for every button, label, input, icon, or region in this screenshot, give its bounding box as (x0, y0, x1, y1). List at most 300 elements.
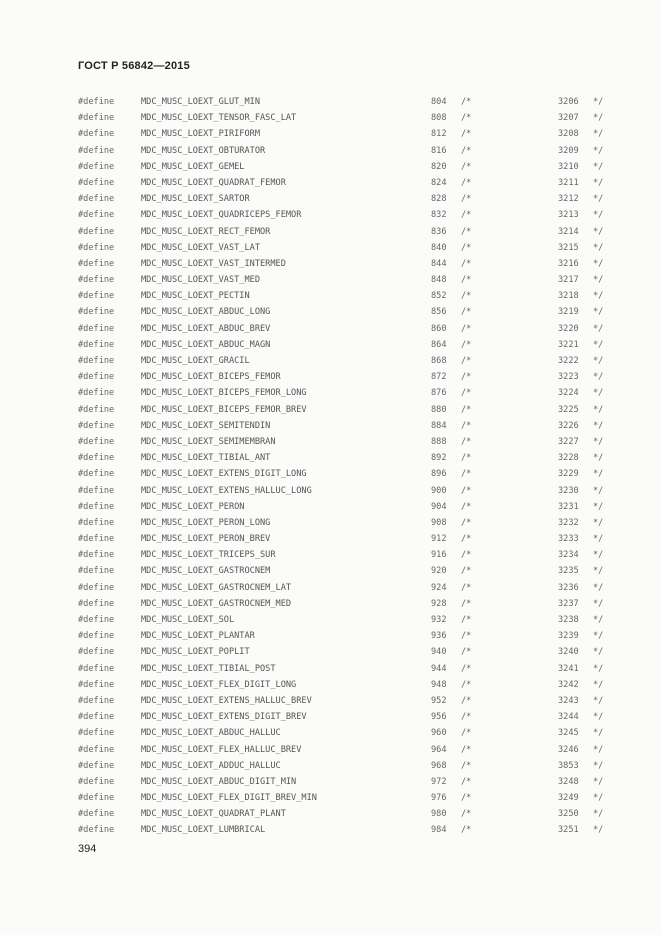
comment-close: */ (593, 744, 604, 755)
comment-close: */ (593, 161, 604, 172)
define-keyword: #define (78, 793, 115, 804)
define-keyword: #define (78, 566, 115, 577)
constant-name: MDC_MUSC_LOEXT_TIBIAL_ANT (141, 453, 271, 464)
comment-open: /* (461, 420, 472, 431)
reference-code: 3240 (558, 647, 579, 658)
reference-code: 3227 (558, 436, 579, 447)
reference-code: 3243 (558, 695, 579, 706)
constant-name: MDC_MUSC_LOEXT_GLUT_MIN (141, 97, 260, 107)
comment-close: */ (593, 275, 604, 286)
constant-value: 868 (431, 356, 447, 366)
comment-open: /* (461, 469, 472, 480)
comment-open: /* (461, 825, 472, 836)
comment-close: */ (593, 760, 604, 771)
constant-value: 916 (431, 550, 447, 561)
reference-code: 3242 (558, 679, 579, 690)
reference-code: 3222 (558, 356, 579, 366)
comment-close: */ (593, 226, 604, 237)
comment-open: /* (461, 388, 472, 399)
constant-name: MDC_MUSC_LOEXT_GRACIL (141, 356, 250, 366)
code-line (0, 677, 661, 693)
comment-close: */ (593, 194, 604, 205)
define-keyword: #define (78, 776, 115, 787)
reference-code: 3233 (558, 534, 579, 545)
constant-name: MDC_MUSC_LOEXT_POPLIT (141, 647, 250, 658)
constant-name: MDC_MUSC_LOEXT_GASTROCNEM (141, 566, 271, 577)
constant-name: MDC_MUSC_LOEXT_ADDUC_HALLUC (141, 760, 281, 771)
constant-value: 928 (431, 598, 447, 609)
comment-close: */ (593, 501, 604, 512)
comment-open: /* (461, 226, 472, 237)
constant-name: MDC_MUSC_LOEXT_PECTIN (141, 291, 250, 302)
constant-value: 900 (431, 485, 447, 496)
reference-code: 3223 (558, 372, 579, 383)
comment-open: /* (461, 679, 472, 690)
constant-value: 976 (431, 793, 447, 804)
constant-value: 840 (431, 242, 447, 253)
constant-value: 896 (431, 469, 447, 480)
code-line (0, 143, 661, 159)
define-keyword: #define (78, 550, 115, 561)
reference-code: 3245 (558, 728, 579, 739)
code-line (0, 256, 661, 272)
constant-value: 944 (431, 663, 447, 674)
comment-close: */ (593, 210, 604, 221)
comment-close: */ (593, 485, 604, 496)
define-keyword: #define (78, 388, 115, 399)
constant-value: 936 (431, 631, 447, 642)
constant-value: 920 (431, 566, 447, 577)
code-line (0, 806, 661, 822)
define-keyword: #define (78, 372, 115, 383)
comment-open: /* (461, 793, 472, 804)
comment-close: */ (593, 242, 604, 253)
reference-code: 3211 (558, 177, 579, 188)
code-line (0, 531, 661, 547)
comment-close: */ (593, 453, 604, 464)
constant-value: 968 (431, 760, 447, 771)
comment-open: /* (461, 323, 472, 334)
code-line (0, 466, 661, 482)
constant-name: MDC_MUSC_LOEXT_TRICEPS_SUR (141, 550, 276, 561)
code-line (0, 580, 661, 596)
define-keyword: #define (78, 663, 115, 674)
comment-open: /* (461, 485, 472, 496)
reference-code: 3213 (558, 210, 579, 221)
comment-open: /* (461, 242, 472, 253)
define-keyword: #define (78, 760, 115, 771)
constant-name: MDC_MUSC_LOEXT_FLEX_HALLUC_BREV (141, 744, 302, 755)
constant-value: 820 (431, 161, 447, 172)
reference-code: 3236 (558, 582, 579, 593)
code-line (0, 693, 661, 709)
constant-name: MDC_MUSC_LOEXT_QUADRICEPS_FEMOR (141, 210, 302, 221)
constant-value: 844 (431, 258, 447, 269)
define-keyword: #define (78, 453, 115, 464)
constant-value: 904 (431, 501, 447, 512)
constant-name: MDC_MUSC_LOEXT_BICEPS_FEMOR_LONG (141, 388, 307, 399)
define-keyword: #define (78, 129, 115, 140)
constant-value: 836 (431, 226, 447, 237)
comment-open: /* (461, 307, 472, 318)
comment-open: /* (461, 258, 472, 269)
define-keyword: #define (78, 485, 115, 496)
comment-close: */ (593, 776, 604, 787)
constant-value: 888 (431, 436, 447, 447)
comment-open: /* (461, 631, 472, 642)
comment-open: /* (461, 582, 472, 593)
reference-code: 3234 (558, 550, 579, 561)
constant-name: MDC_MUSC_LOEXT_SOL (141, 615, 235, 625)
constant-name: MDC_MUSC_LOEXT_VAST_LAT (141, 242, 260, 253)
code-line (0, 612, 661, 628)
code-line (0, 94, 661, 110)
constant-value: 812 (431, 129, 447, 140)
constant-value: 952 (431, 695, 447, 706)
define-keyword: #define (78, 825, 115, 836)
comment-open: /* (461, 776, 472, 787)
reference-code: 3218 (558, 291, 579, 302)
comment-close: */ (593, 388, 604, 399)
code-line (0, 418, 661, 434)
reference-code: 3239 (558, 631, 579, 642)
constant-name: MDC_MUSC_LOEXT_EXTENS_HALLUC_BREV (141, 695, 312, 706)
comment-open: /* (461, 615, 472, 625)
comment-close: */ (593, 582, 604, 593)
code-line (0, 450, 661, 466)
define-keyword: #define (78, 647, 115, 658)
constant-name: MDC_MUSC_LOEXT_QUADRAT_FEMOR (141, 177, 286, 188)
constant-name: MDC_MUSC_LOEXT_EXTENS_HALLUC_LONG (141, 485, 312, 496)
code-line (0, 661, 661, 677)
constant-value: 940 (431, 647, 447, 658)
constant-name: MDC_MUSC_LOEXT_PIRIFORM (141, 129, 260, 140)
constant-value: 924 (431, 582, 447, 593)
reference-code: 3215 (558, 242, 579, 253)
code-line (0, 483, 661, 499)
comment-close: */ (593, 291, 604, 302)
reference-code: 3230 (558, 485, 579, 496)
comment-open: /* (461, 566, 472, 577)
comment-close: */ (593, 566, 604, 577)
reference-code: 3251 (558, 825, 579, 836)
comment-close: */ (593, 663, 604, 674)
code-line (0, 337, 661, 353)
reference-code: 3220 (558, 323, 579, 334)
constant-value: 908 (431, 517, 447, 528)
code-line (0, 175, 661, 191)
page-header: ГОСТ Р 56842—2015 (78, 60, 190, 72)
reference-code: 3206 (558, 97, 579, 107)
constant-name: MDC_MUSC_LOEXT_ABDUC_BREV (141, 323, 271, 334)
constant-value: 824 (431, 177, 447, 188)
code-line (0, 515, 661, 531)
code-line (0, 774, 661, 790)
code-line (0, 110, 661, 126)
comment-open: /* (461, 372, 472, 383)
define-keyword: #define (78, 420, 115, 431)
constant-value: 876 (431, 388, 447, 399)
reference-code: 3216 (558, 258, 579, 269)
constant-name: MDC_MUSC_LOEXT_EXTENS_DIGIT_BREV (141, 712, 307, 723)
comment-close: */ (593, 615, 604, 625)
code-line (0, 742, 661, 758)
constant-value: 856 (431, 307, 447, 318)
constant-value: 816 (431, 145, 447, 156)
define-keyword: #define (78, 679, 115, 690)
comment-close: */ (593, 631, 604, 642)
comment-open: /* (461, 809, 472, 820)
comment-close: */ (593, 598, 604, 609)
constant-value: 808 (431, 113, 447, 124)
comment-open: /* (461, 356, 472, 366)
comment-close: */ (593, 695, 604, 706)
code-listing (0, 94, 661, 839)
comment-open: /* (461, 647, 472, 658)
constant-name: MDC_MUSC_LOEXT_PERON_LONG (141, 517, 271, 528)
define-keyword: #define (78, 97, 115, 107)
comment-open: /* (461, 712, 472, 723)
constant-name: MDC_MUSC_LOEXT_TIBIAL_POST (141, 663, 276, 674)
constant-name: MDC_MUSC_LOEXT_ABDUC_DIGIT_MIN (141, 776, 297, 787)
code-line (0, 758, 661, 774)
constant-name: MDC_MUSC_LOEXT_SARTOR (141, 194, 250, 205)
comment-open: /* (461, 598, 472, 609)
constant-name: MDC_MUSC_LOEXT_BICEPS_FEMOR_BREV (141, 404, 307, 415)
reference-code: 3212 (558, 194, 579, 205)
comment-open: /* (461, 194, 472, 205)
define-keyword: #define (78, 501, 115, 512)
constant-name: MDC_MUSC_LOEXT_EXTENS_DIGIT_LONG (141, 469, 307, 480)
comment-open: /* (461, 744, 472, 755)
code-line (0, 321, 661, 337)
define-keyword: #define (78, 534, 115, 545)
constant-name: MDC_MUSC_LOEXT_GASTROCNEM_LAT (141, 582, 292, 593)
code-line (0, 434, 661, 450)
comment-close: */ (593, 517, 604, 528)
constant-value: 864 (431, 339, 447, 350)
comment-close: */ (593, 145, 604, 156)
constant-value: 960 (431, 728, 447, 739)
code-line (0, 207, 661, 223)
reference-code: 3217 (558, 275, 579, 286)
comment-close: */ (593, 339, 604, 350)
comment-close: */ (593, 679, 604, 690)
comment-open: /* (461, 404, 472, 415)
comment-close: */ (593, 177, 604, 188)
comment-close: */ (593, 534, 604, 545)
comment-close: */ (593, 113, 604, 124)
constant-name: MDC_MUSC_LOEXT_ABDUC_HALLUC (141, 728, 281, 739)
code-line (0, 596, 661, 612)
reference-code: 3210 (558, 161, 579, 172)
comment-close: */ (593, 712, 604, 723)
constant-value: 872 (431, 372, 447, 383)
code-line (0, 725, 661, 741)
constant-value: 852 (431, 291, 447, 302)
define-keyword: #define (78, 145, 115, 156)
code-line (0, 644, 661, 660)
reference-code: 3207 (558, 113, 579, 124)
comment-open: /* (461, 161, 472, 172)
reference-code: 3226 (558, 420, 579, 431)
define-keyword: #define (78, 177, 115, 188)
constant-value: 956 (431, 712, 447, 723)
comment-close: */ (593, 372, 604, 383)
code-line (0, 547, 661, 563)
comment-open: /* (461, 210, 472, 221)
comment-open: /* (461, 663, 472, 674)
constant-value: 860 (431, 323, 447, 334)
reference-code: 3237 (558, 598, 579, 609)
constant-value: 948 (431, 679, 447, 690)
define-keyword: #define (78, 695, 115, 706)
comment-open: /* (461, 145, 472, 156)
constant-name: MDC_MUSC_LOEXT_VAST_MED (141, 275, 260, 286)
define-keyword: #define (78, 113, 115, 124)
define-keyword: #define (78, 307, 115, 318)
comment-open: /* (461, 550, 472, 561)
reference-code: 3208 (558, 129, 579, 140)
constant-name: MDC_MUSC_LOEXT_GASTROCNEM_MED (141, 598, 292, 609)
reference-code: 3248 (558, 776, 579, 787)
comment-open: /* (461, 97, 472, 107)
constant-value: 880 (431, 404, 447, 415)
code-line (0, 385, 661, 401)
define-keyword: #define (78, 258, 115, 269)
comment-close: */ (593, 129, 604, 140)
constant-name: MDC_MUSC_LOEXT_PLANTAR (141, 631, 255, 642)
constant-value: 972 (431, 776, 447, 787)
reference-code: 3246 (558, 744, 579, 755)
define-keyword: #define (78, 598, 115, 609)
constant-value: 984 (431, 825, 447, 836)
constant-name: MDC_MUSC_LOEXT_ABDUC_MAGN (141, 339, 271, 350)
code-line (0, 240, 661, 256)
define-keyword: #define (78, 469, 115, 480)
code-line (0, 402, 661, 418)
reference-code: 3224 (558, 388, 579, 399)
constant-name: MDC_MUSC_LOEXT_QUADRAT_PLANT (141, 809, 286, 820)
comment-close: */ (593, 404, 604, 415)
constant-value: 804 (431, 97, 447, 107)
define-keyword: #define (78, 323, 115, 334)
constant-name: MDC_MUSC_LOEXT_LUMBRICAL (141, 825, 266, 836)
constant-value: 892 (431, 453, 447, 464)
comment-close: */ (593, 97, 604, 107)
define-keyword: #define (78, 291, 115, 302)
define-keyword: #define (78, 728, 115, 739)
define-keyword: #define (78, 744, 115, 755)
comment-close: */ (593, 469, 604, 480)
code-line (0, 790, 661, 806)
reference-code: 3228 (558, 453, 579, 464)
comment-close: */ (593, 647, 604, 658)
comment-open: /* (461, 760, 472, 771)
define-keyword: #define (78, 404, 115, 415)
constant-name: MDC_MUSC_LOEXT_RECT_FEMOR (141, 226, 271, 237)
reference-code: 3244 (558, 712, 579, 723)
comment-open: /* (461, 113, 472, 124)
code-line (0, 272, 661, 288)
reference-code: 3250 (558, 809, 579, 820)
define-keyword: #define (78, 210, 115, 221)
define-keyword: #define (78, 194, 115, 205)
comment-open: /* (461, 275, 472, 286)
code-line (0, 353, 661, 369)
reference-code: 3235 (558, 566, 579, 577)
code-line (0, 224, 661, 240)
comment-open: /* (461, 517, 472, 528)
comment-open: /* (461, 534, 472, 545)
define-keyword: #define (78, 712, 115, 723)
reference-code: 3225 (558, 404, 579, 415)
constant-name: MDC_MUSC_LOEXT_GEMEL (141, 161, 245, 172)
constant-name: MDC_MUSC_LOEXT_SEMIMEMBRAN (141, 436, 276, 447)
code-line (0, 191, 661, 207)
comment-close: */ (593, 258, 604, 269)
define-keyword: #define (78, 356, 115, 366)
comment-open: /* (461, 695, 472, 706)
reference-code: 3221 (558, 339, 579, 350)
constant-value: 828 (431, 194, 447, 205)
reference-code: 3238 (558, 615, 579, 625)
comment-close: */ (593, 728, 604, 739)
define-keyword: #define (78, 339, 115, 350)
define-keyword: #define (78, 275, 115, 286)
constant-name: MDC_MUSC_LOEXT_ABDUC_LONG (141, 307, 271, 318)
page-number: 394 (78, 843, 97, 855)
constant-value: 932 (431, 615, 447, 625)
constant-name: MDC_MUSC_LOEXT_PERON (141, 501, 245, 512)
comment-open: /* (461, 728, 472, 739)
constant-name: MDC_MUSC_LOEXT_VAST_INTERMED (141, 258, 286, 269)
constant-value: 980 (431, 809, 447, 820)
reference-code: 3853 (558, 760, 579, 771)
code-line (0, 369, 661, 385)
constant-value: 912 (431, 534, 447, 545)
code-line (0, 126, 661, 142)
constant-value: 848 (431, 275, 447, 286)
code-line (0, 304, 661, 320)
constant-name: MDC_MUSC_LOEXT_OBTURATOR (141, 145, 266, 156)
define-keyword: #define (78, 582, 115, 593)
reference-code: 3219 (558, 307, 579, 318)
reference-code: 3231 (558, 501, 579, 512)
comment-close: */ (593, 307, 604, 318)
constant-name: MDC_MUSC_LOEXT_PERON_BREV (141, 534, 271, 545)
comment-open: /* (461, 453, 472, 464)
define-keyword: #define (78, 161, 115, 172)
code-line (0, 709, 661, 725)
code-line (0, 628, 661, 644)
define-keyword: #define (78, 809, 115, 820)
comment-close: */ (593, 356, 604, 366)
constant-value: 964 (431, 744, 447, 755)
constant-value: 884 (431, 420, 447, 431)
comment-close: */ (593, 323, 604, 334)
define-keyword: #define (78, 436, 115, 447)
define-keyword: #define (78, 615, 115, 625)
reference-code: 3214 (558, 226, 579, 237)
define-keyword: #define (78, 631, 115, 642)
comment-open: /* (461, 177, 472, 188)
comment-open: /* (461, 339, 472, 350)
define-keyword: #define (78, 517, 115, 528)
constant-name: MDC_MUSC_LOEXT_TENSOR_FASC_LAT (141, 113, 297, 124)
constant-name: MDC_MUSC_LOEXT_SEMITENDIN (141, 420, 271, 431)
comment-open: /* (461, 501, 472, 512)
